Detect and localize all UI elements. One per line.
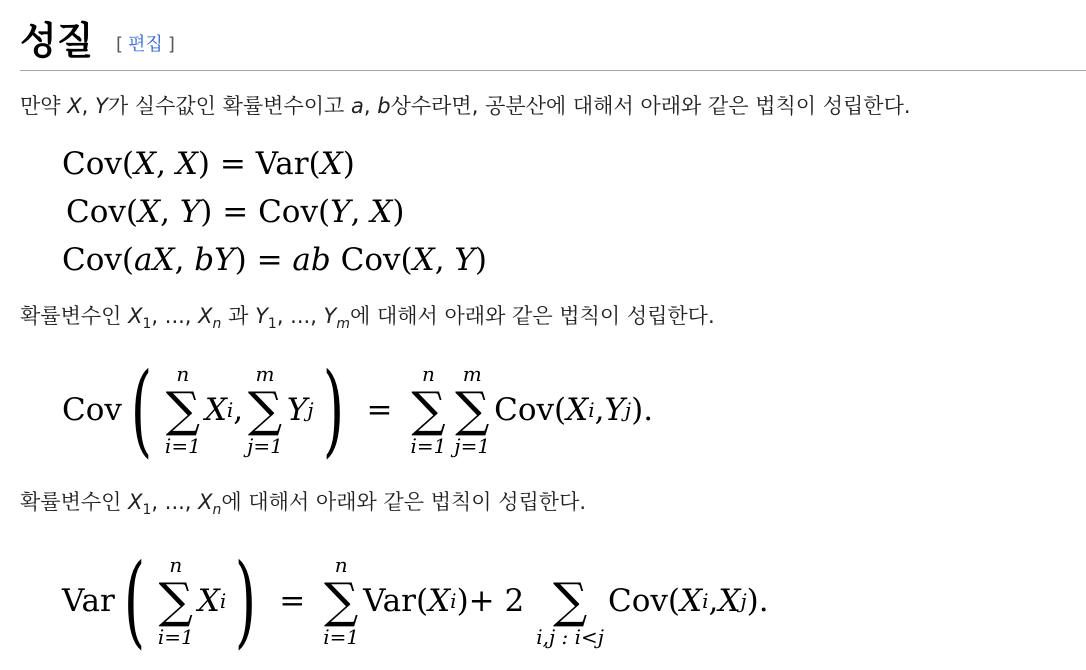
math-var: X — [680, 583, 703, 619]
edit-section — [116, 34, 175, 56]
equals: = — [246, 242, 293, 278]
paren: ( — [317, 194, 331, 230]
math-var: X — [67, 94, 82, 118]
equals: = — [212, 194, 259, 230]
sum-upper-limit: n — [334, 553, 348, 577]
text: , — [363, 94, 378, 118]
comma: , — [594, 392, 605, 428]
equation-var-sum — [62, 542, 769, 659]
math-var: X — [175, 146, 198, 182]
sum-upper-limit: m — [255, 362, 275, 386]
text: , — [81, 94, 95, 118]
sum-lower-limit: i=1 — [410, 434, 447, 458]
sigma-symbol: ∑ — [324, 573, 359, 629]
math-var: Y — [604, 392, 625, 428]
plus-two: + 2 — [468, 583, 525, 619]
math-var: X — [204, 392, 227, 428]
op-cov: Cov — [62, 392, 122, 428]
math-var: X — [320, 146, 343, 182]
subscript: 1 — [142, 502, 152, 518]
sum-operator — [247, 363, 283, 457]
equation-cov-xx — [62, 142, 355, 186]
paren: ( — [308, 146, 321, 182]
math-var: Y — [255, 304, 268, 328]
text: 과 — [221, 304, 256, 328]
subscript: m — [336, 316, 351, 332]
sum-lower-limit: j=1 — [454, 434, 491, 458]
op-cov: Cov — [494, 392, 554, 428]
comma: , — [708, 583, 719, 619]
math-var: bY — [194, 242, 235, 278]
math-var: X — [412, 242, 435, 278]
math-var: b — [377, 94, 391, 118]
text: 만약 — [20, 94, 68, 118]
math-var: ab — [292, 242, 331, 278]
paren: ) — [197, 146, 210, 182]
math-var: X — [134, 146, 157, 182]
op-cov: Cov — [340, 242, 401, 278]
sum-lower-limit: i,j : i<j — [536, 625, 604, 649]
sum-upper-limit: n — [169, 553, 183, 577]
comma: , — [174, 242, 195, 278]
paren: ) — [474, 242, 487, 278]
math-var: X — [566, 392, 589, 428]
paren: ) — [456, 583, 469, 619]
paragraph-intro — [20, 92, 911, 120]
paren: ( — [400, 242, 413, 278]
sigma-symbol: ∑ — [158, 573, 193, 629]
text: 에 대해서 아래와 같은 법칙이 성립한다. — [221, 490, 587, 514]
sum-operator — [323, 554, 359, 648]
text: 에 대해서 아래와 같은 법칙이 성립한다. — [350, 304, 715, 328]
text: 확률변수인 — [20, 490, 129, 514]
math-var: Y — [179, 194, 201, 230]
subscript: i — [226, 398, 234, 422]
paren: ( — [415, 583, 429, 619]
subscript: n — [212, 502, 222, 518]
big-paren-left: ( — [130, 351, 153, 468]
sum-upper-limit: n — [422, 362, 435, 386]
math-var: X — [128, 304, 143, 328]
sum-operator — [411, 363, 447, 457]
equals: = — [366, 392, 393, 428]
big-paren-left: ( — [123, 542, 146, 659]
sum-lower-limit: i=1 — [164, 434, 201, 458]
sum-operator — [454, 363, 490, 457]
paren: ) — [200, 194, 213, 230]
paragraph-bilinearity — [20, 302, 715, 330]
paragraph-variance-sum — [20, 488, 586, 516]
equation-cov-symmetry — [66, 190, 404, 234]
sum-upper-limit: n — [176, 362, 190, 386]
text: 확률변수인 — [20, 304, 129, 328]
sum-operator — [165, 363, 201, 457]
math-var: X — [197, 583, 220, 619]
op-var: Var — [62, 583, 115, 619]
text: 상수라면, 공분산에 대해서 아래와 같은 법칙이 성립한다. — [390, 94, 911, 118]
paren: ) — [234, 242, 247, 278]
comma: , — [156, 146, 176, 182]
math-var: Y — [286, 392, 308, 428]
equation-cov-scaling — [62, 238, 487, 282]
math-var: X — [138, 194, 161, 230]
subscript: n — [212, 316, 222, 332]
big-paren-right: ) — [235, 542, 257, 659]
subscript: 1 — [142, 316, 152, 332]
comma: , — [160, 194, 180, 230]
sum-lower-limit: i=1 — [157, 625, 194, 649]
paren: ) — [392, 194, 405, 230]
paren: ). — [746, 583, 769, 619]
op-cov: Cov — [62, 242, 122, 278]
paren: ( — [554, 392, 567, 428]
paren: ( — [667, 583, 681, 619]
math-var: X — [428, 583, 451, 619]
paren: ( — [121, 242, 135, 278]
paren: ( — [125, 194, 139, 230]
subscript: i — [702, 589, 709, 613]
text: , ..., — [276, 304, 324, 328]
paren: ). — [631, 392, 654, 428]
sigma-symbol: ∑ — [247, 382, 283, 438]
sigma-symbol: ∑ — [455, 382, 490, 438]
sigma-symbol: ∑ — [165, 382, 200, 438]
math-var: Y — [323, 304, 337, 328]
math-var: aX — [134, 242, 175, 278]
math-var: a — [351, 94, 364, 118]
section-heading — [20, 12, 1086, 71]
math-var: Y — [330, 194, 351, 230]
op-cov: Cov — [258, 194, 318, 230]
text: , ..., — [151, 490, 199, 514]
text: , ..., — [151, 304, 199, 328]
math-var: X — [370, 194, 393, 230]
sigma-symbol: ∑ — [411, 382, 446, 438]
comma: , — [434, 242, 455, 278]
big-paren-right: ) — [322, 351, 344, 468]
sigma-symbol: ∑ — [552, 573, 588, 629]
space — [331, 242, 341, 278]
equals: = — [279, 583, 306, 619]
edit-bracket-close: ] — [167, 34, 175, 55]
subscript: i — [219, 589, 227, 613]
equals: = — [210, 146, 256, 182]
subscript: j — [740, 589, 747, 613]
paren: ) — [342, 146, 355, 182]
math-var: Y — [95, 94, 108, 118]
op-var: Var — [363, 583, 416, 619]
op-cov: Cov — [66, 194, 126, 230]
section-title: 성질 — [20, 19, 94, 63]
math-var: X — [718, 583, 741, 619]
op-cov: Cov — [62, 146, 122, 182]
math-var: X — [128, 490, 143, 514]
math-var: X — [198, 490, 213, 514]
equation-cov-sums — [62, 351, 654, 468]
subscript: i — [450, 589, 457, 613]
comma: , — [350, 194, 371, 230]
sum-operator — [158, 554, 194, 648]
sum-upper-limit: m — [462, 362, 482, 386]
comma: , — [233, 392, 244, 428]
op-cov: Cov — [608, 583, 668, 619]
sum-lower-limit: i=1 — [323, 625, 360, 649]
paren: ( — [121, 146, 135, 182]
subscript: 1 — [267, 316, 277, 332]
math-var: X — [198, 304, 213, 328]
sum-operator — [536, 554, 604, 648]
sum-lower-limit: j=1 — [247, 434, 283, 458]
edit-link[interactable]: 편집 — [128, 34, 163, 55]
subscript: j — [624, 398, 632, 422]
math-var: Y — [454, 242, 475, 278]
text: 가 실수값인 확률변수이고 — [107, 94, 351, 118]
op-var: Var — [255, 146, 309, 182]
subscript: j — [307, 398, 314, 422]
edit-bracket-open: [ — [116, 34, 124, 55]
subscript: i — [588, 398, 595, 422]
